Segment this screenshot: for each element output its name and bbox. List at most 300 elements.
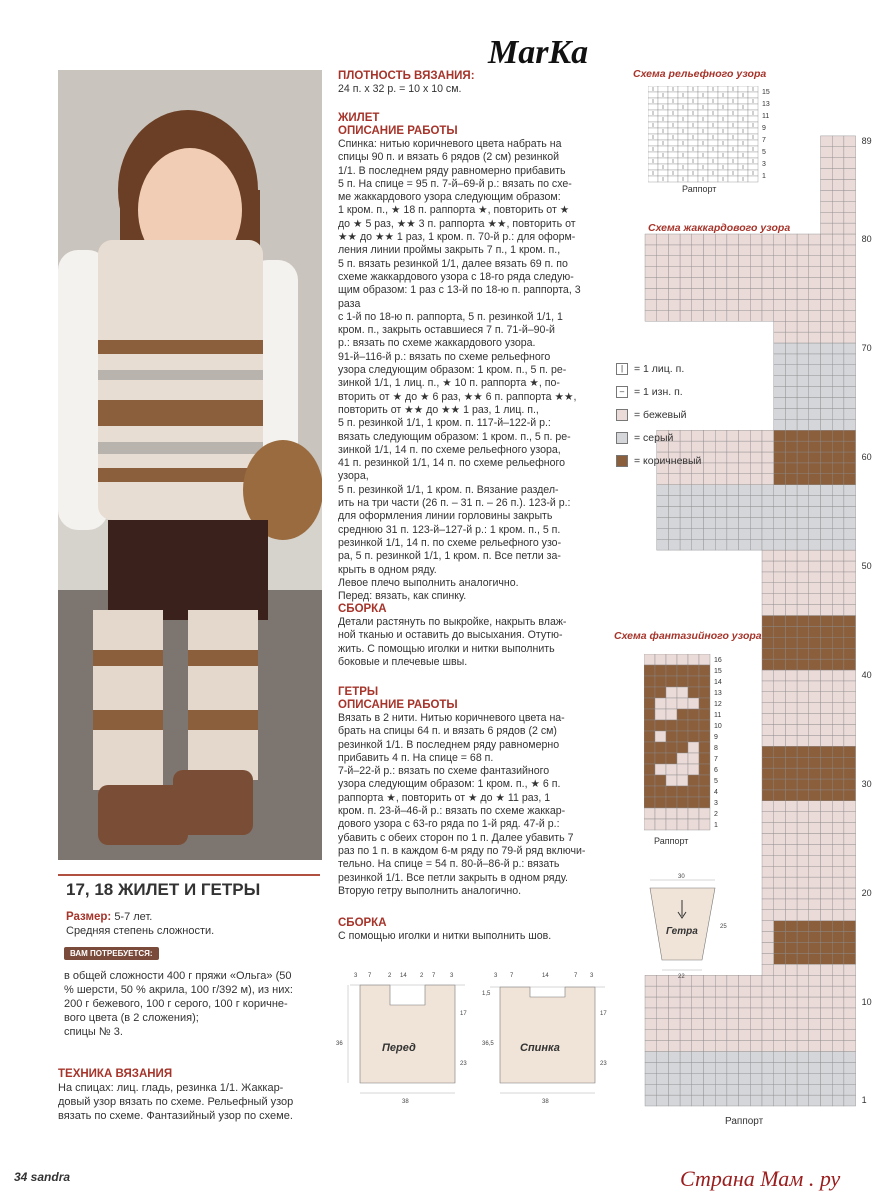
jacquard-cell bbox=[750, 1073, 762, 1084]
jacquard-cell bbox=[797, 932, 809, 943]
jacquard-cell bbox=[832, 1084, 844, 1095]
jacquard-cell bbox=[657, 1019, 669, 1030]
vest-text-line: 91-й–116-й р.: вязать по схеме рельефного bbox=[338, 350, 551, 363]
jacquard-cell bbox=[821, 768, 833, 779]
jacquard-cell bbox=[692, 1052, 704, 1063]
jacquard-cell bbox=[809, 834, 821, 845]
front-pattern bbox=[336, 973, 467, 1105]
jacquard-cell bbox=[750, 234, 762, 245]
jacquard-cell bbox=[750, 517, 762, 528]
jacquard-cell bbox=[750, 474, 762, 485]
back-dim-8: 23 bbox=[600, 1061, 607, 1067]
fantasy-cell bbox=[688, 731, 699, 742]
jacquard-cell bbox=[785, 768, 797, 779]
jacquard-cell bbox=[797, 528, 809, 539]
jacquard-cell bbox=[739, 234, 751, 245]
jacquard-cell bbox=[657, 485, 669, 496]
jacquard-cell bbox=[715, 1041, 727, 1052]
fantasy-cell bbox=[644, 698, 655, 709]
jacquard-cell bbox=[832, 703, 844, 714]
vest-text-line: повторить от ★★ до ★★ 1 раз, 1 лиц. п., bbox=[338, 403, 539, 416]
jacquard-cell bbox=[809, 430, 821, 441]
assembly-section-vest bbox=[338, 603, 598, 669]
fantasy-cell bbox=[655, 709, 666, 720]
jacquard-cell bbox=[762, 605, 774, 616]
jacquard-cell bbox=[821, 997, 833, 1008]
jacquard-cell bbox=[821, 659, 833, 670]
fantasy-cell bbox=[699, 698, 710, 709]
jacquard-cell bbox=[821, 888, 833, 899]
jacquard-cell bbox=[762, 1062, 774, 1073]
jacquard-cell bbox=[692, 528, 704, 539]
fantasy-cell bbox=[677, 720, 688, 731]
jacquard-cell bbox=[844, 768, 856, 779]
jacquard-cell bbox=[704, 507, 716, 518]
jacquard-cell bbox=[785, 332, 797, 343]
jacquard-cell bbox=[785, 234, 797, 245]
jacquard-cell bbox=[739, 485, 751, 496]
jacquard-cell bbox=[832, 267, 844, 278]
jacquard-cell bbox=[832, 910, 844, 921]
jacquard-cell bbox=[821, 1019, 833, 1030]
jacquard-cell bbox=[785, 975, 797, 986]
jacquard-cell bbox=[809, 299, 821, 310]
jacquard-cell bbox=[739, 1052, 751, 1063]
jacquard-cell bbox=[832, 419, 844, 430]
jacquard-cell bbox=[809, 986, 821, 997]
jacquard-cell bbox=[785, 1030, 797, 1041]
jacquard-cell bbox=[797, 1052, 809, 1063]
jacquard-cell bbox=[832, 1019, 844, 1030]
jacquard-cell bbox=[704, 1019, 716, 1030]
jacquard-cell bbox=[774, 1030, 786, 1041]
jacquard-cell bbox=[785, 943, 797, 954]
technique-text-line: довый узор вязать по схеме. Рельефный узор bbox=[58, 1096, 294, 1108]
jacquard-cell bbox=[715, 1073, 727, 1084]
jacquard-cell bbox=[750, 975, 762, 986]
jacquard-cell bbox=[668, 256, 680, 267]
needs-text-line: в общей сложности 400 г пряжи «Ольга» (50 bbox=[64, 970, 292, 982]
vest-text bbox=[338, 138, 598, 603]
jacquard-cell bbox=[797, 681, 809, 692]
jacquard-cell bbox=[785, 659, 797, 670]
jacquard-cell bbox=[762, 986, 774, 997]
jacquard-cell bbox=[762, 299, 774, 310]
jacquard-cell bbox=[797, 376, 809, 387]
jacquard-cell bbox=[774, 659, 786, 670]
jacquard-cell bbox=[844, 419, 856, 430]
jacquard-cell bbox=[797, 812, 809, 823]
jacquard-cell bbox=[785, 953, 797, 964]
jacquard-cell bbox=[704, 1062, 716, 1073]
jacquard-cell bbox=[809, 1030, 821, 1041]
jacquard-cell bbox=[750, 299, 762, 310]
jacquard-cell bbox=[774, 943, 786, 954]
jacquard-cell bbox=[821, 801, 833, 812]
jacquard-cell bbox=[797, 419, 809, 430]
jacquard-cell bbox=[809, 605, 821, 616]
jacquard-cell bbox=[797, 256, 809, 267]
jacquard-cell bbox=[809, 855, 821, 866]
front-label: Перед bbox=[382, 1042, 416, 1054]
jacquard-cell bbox=[680, 256, 692, 267]
jacquard-cell bbox=[844, 1041, 856, 1052]
jacquard-cell bbox=[657, 507, 669, 518]
jacquard-cell bbox=[762, 267, 774, 278]
jacquard-cell bbox=[739, 539, 751, 550]
jacquard-cell bbox=[832, 1008, 844, 1019]
jacquard-cell bbox=[715, 1030, 727, 1041]
jacquard-cell bbox=[821, 256, 833, 267]
jacquard-cell bbox=[797, 550, 809, 561]
jacquard-cell bbox=[692, 496, 704, 507]
jacquard-cell bbox=[785, 583, 797, 594]
jacquard-cell bbox=[797, 408, 809, 419]
jacquard-cell bbox=[809, 496, 821, 507]
vest-text-line: спицы 90 п. и вязать 6 рядов (2 см) резинкой bbox=[338, 151, 560, 164]
fantasy-row-label: 1 bbox=[714, 822, 718, 829]
jacquard-cell bbox=[821, 844, 833, 855]
jacquard-cell bbox=[785, 299, 797, 310]
jacquard-cell bbox=[657, 256, 669, 267]
jacquard-cell bbox=[762, 725, 774, 736]
jacquard-cell bbox=[821, 245, 833, 256]
fantasy-row-label: 6 bbox=[714, 767, 718, 774]
jacquard-cell bbox=[821, 550, 833, 561]
fantasy-cell bbox=[655, 775, 666, 786]
fantasy-cell bbox=[699, 775, 710, 786]
difficulty: Средняя степень сложности. bbox=[66, 925, 215, 937]
back-dim-1: 7 bbox=[510, 973, 514, 979]
jacquard-cell bbox=[704, 539, 716, 550]
jacquard-cell bbox=[797, 626, 809, 637]
jacquard-cell bbox=[762, 964, 774, 975]
jacquard-cell bbox=[832, 801, 844, 812]
jacquard-cell bbox=[715, 1084, 727, 1095]
jacquard-cell bbox=[680, 1084, 692, 1095]
jacquard-cell bbox=[668, 1030, 680, 1041]
jacquard-cell bbox=[821, 605, 833, 616]
legend-item bbox=[616, 454, 746, 468]
jacquard-cell bbox=[821, 278, 833, 289]
jacquard-cell bbox=[645, 997, 657, 1008]
jacquard-cell bbox=[692, 997, 704, 1008]
fantasy-cell bbox=[655, 687, 666, 698]
jacquard-cell bbox=[844, 539, 856, 550]
jacquard-cell bbox=[715, 310, 727, 321]
jacquard-cell bbox=[785, 1041, 797, 1052]
fantasy-cell bbox=[688, 654, 699, 665]
jacquard-cell bbox=[657, 1062, 669, 1073]
jacquard-cell bbox=[797, 430, 809, 441]
jacquard-cell bbox=[809, 561, 821, 572]
jacquard-cell bbox=[762, 659, 774, 670]
jacquard-cell bbox=[645, 1052, 657, 1063]
fantasy-cell bbox=[655, 698, 666, 709]
assembly-text-line: Детали растянуть по выкройке, накрыть влаж- bbox=[338, 616, 567, 628]
jacquard-cell bbox=[692, 267, 704, 278]
jacquard-cell bbox=[844, 180, 856, 191]
jacquard-cell bbox=[785, 572, 797, 583]
jacquard-cell bbox=[762, 943, 774, 954]
assembly-heading: СБОРКА bbox=[338, 603, 387, 615]
jacquard-cell bbox=[739, 1062, 751, 1073]
jacquard-cell bbox=[750, 463, 762, 474]
jacquard-cell bbox=[715, 267, 727, 278]
jacquard-cell bbox=[821, 528, 833, 539]
jacquard-cell bbox=[821, 1062, 833, 1073]
size-line bbox=[66, 910, 320, 924]
jacquard-cell bbox=[797, 321, 809, 332]
jacquard-cell bbox=[832, 1030, 844, 1041]
jacquard-cell bbox=[680, 245, 692, 256]
jacquard-cell bbox=[809, 474, 821, 485]
jacquard-cell bbox=[797, 725, 809, 736]
jacquard-cell bbox=[657, 310, 669, 321]
jacquard-cell bbox=[821, 147, 833, 158]
jacquard-cell bbox=[844, 1084, 856, 1095]
jacquard-cell bbox=[821, 452, 833, 463]
jacquard-row-label: 60 bbox=[861, 452, 872, 462]
jacquard-cell bbox=[785, 343, 797, 354]
jacquard-cell bbox=[762, 289, 774, 300]
legend-item bbox=[616, 408, 746, 422]
jacquard-cell bbox=[762, 997, 774, 1008]
vest-text-line: крыть в одном ряду. bbox=[338, 563, 437, 576]
jacquard-cell bbox=[774, 746, 786, 757]
jacquard-cell bbox=[821, 1008, 833, 1019]
jacquard-cell bbox=[762, 256, 774, 267]
pattern-pieces bbox=[330, 965, 630, 1130]
jacquard-cell bbox=[727, 1041, 739, 1052]
fantasy-cell bbox=[666, 742, 677, 753]
jacquard-cell bbox=[809, 441, 821, 452]
jacquard-cell bbox=[668, 1073, 680, 1084]
jacquard-cell bbox=[774, 757, 786, 768]
jacquard-cell bbox=[750, 507, 762, 518]
jacquard-cell bbox=[832, 964, 844, 975]
jacquard-cell bbox=[844, 757, 856, 768]
back-dim-6: 17 bbox=[600, 1011, 607, 1017]
jacquard-cell bbox=[739, 256, 751, 267]
jacquard-cell bbox=[704, 267, 716, 278]
fantasy-cell bbox=[677, 687, 688, 698]
jacquard-cell bbox=[832, 201, 844, 212]
fantasy-cell bbox=[699, 654, 710, 665]
vest-text-line: узора следующим образом: 1 кром. п., 5 п. ре- bbox=[338, 364, 567, 377]
fantasy-cell bbox=[655, 764, 666, 775]
jacquard-cell bbox=[821, 703, 833, 714]
jacquard-cell bbox=[657, 289, 669, 300]
jacquard-cell bbox=[668, 539, 680, 550]
jacquard-cell bbox=[774, 572, 786, 583]
jacquard-cell bbox=[844, 943, 856, 954]
jacquard-cell bbox=[797, 572, 809, 583]
jacquard-cell bbox=[844, 136, 856, 147]
jacquard-cell bbox=[657, 528, 669, 539]
relief-row-label: 5 bbox=[762, 149, 766, 156]
jacquard-cell bbox=[774, 561, 786, 572]
jacquard-cell bbox=[809, 681, 821, 692]
jacquard-cell bbox=[774, 594, 786, 605]
jacquard-cell bbox=[785, 801, 797, 812]
gaiters-text-line: раппорта ★, повторить от ★ до ★ 11 раз, 1 bbox=[338, 791, 551, 804]
jacquard-cell bbox=[727, 517, 739, 528]
jacquard-cell bbox=[785, 496, 797, 507]
jacquard-cell bbox=[797, 234, 809, 245]
fantasy-chart-title: Схема фантазийного узора bbox=[614, 630, 762, 642]
jacquard-cell bbox=[832, 474, 844, 485]
jacquard-cell bbox=[809, 790, 821, 801]
jacquard-cell bbox=[821, 616, 833, 627]
jacquard-cell bbox=[832, 877, 844, 888]
jacquard-cell bbox=[645, 1084, 657, 1095]
jacquard-cell bbox=[785, 910, 797, 921]
jacquard-cell bbox=[785, 725, 797, 736]
jacquard-cell bbox=[844, 844, 856, 855]
jacquard-cell bbox=[821, 539, 833, 550]
needs-text-line: вого цвета (в 2 сложения); bbox=[64, 1012, 199, 1024]
jacquard-cell bbox=[832, 823, 844, 834]
gaiter-label: Гетра bbox=[666, 926, 698, 937]
jacquard-cell bbox=[797, 648, 809, 659]
jacquard-cell bbox=[727, 539, 739, 550]
needs-text-line: % шерсти, 50 % акрила, 100 г/392 м), из них: bbox=[64, 984, 293, 996]
jacquard-cell bbox=[809, 419, 821, 430]
jacquard-cell bbox=[821, 1073, 833, 1084]
jacquard-cell bbox=[750, 1052, 762, 1063]
fantasy-cell bbox=[666, 764, 677, 775]
jacquard-cell bbox=[832, 190, 844, 201]
jacquard-cell bbox=[844, 321, 856, 332]
jacquard-cell bbox=[704, 256, 716, 267]
gaiters-subheading: ОПИСАНИЕ РАБОТЫ bbox=[338, 699, 458, 711]
jacquard-cell bbox=[762, 245, 774, 256]
jacquard-cell bbox=[762, 975, 774, 986]
vest-text-line: 5 п. резинкой 1/1, 1 кром. п. Вязание раздел- bbox=[338, 483, 559, 496]
jacquard-cell bbox=[704, 1030, 716, 1041]
fantasy-row-label: 5 bbox=[714, 778, 718, 785]
jacquard-cell bbox=[762, 507, 774, 518]
fantasy-cell bbox=[655, 819, 666, 830]
jacquard-cell bbox=[797, 267, 809, 278]
jacquard-cell bbox=[844, 735, 856, 746]
jacquard-cell bbox=[645, 1095, 657, 1106]
jacquard-cell bbox=[774, 1008, 786, 1019]
fantasy-cell bbox=[699, 709, 710, 720]
jacquard-cell bbox=[809, 234, 821, 245]
jacquard-cell bbox=[809, 953, 821, 964]
jacquard-cell bbox=[785, 855, 797, 866]
jacquard-cell bbox=[821, 932, 833, 943]
vest-text-line: зинкой 1/1, 14 п. по схеме рельефного узора, bbox=[338, 443, 561, 456]
jacquard-cell bbox=[680, 1062, 692, 1073]
jacquard-cell bbox=[692, 278, 704, 289]
jacquard-cell bbox=[844, 834, 856, 845]
jacquard-cell bbox=[750, 1041, 762, 1052]
jacquard-cell bbox=[809, 812, 821, 823]
vest-text-line: 41 п. резинкой 1/1, 14 п. по схеме рельефного узора, bbox=[338, 457, 566, 483]
jacquard-cell bbox=[832, 1095, 844, 1106]
jacquard-cell bbox=[832, 1062, 844, 1073]
fantasy-cell bbox=[688, 753, 699, 764]
jacquard-cell bbox=[844, 605, 856, 616]
jacquard-cell bbox=[821, 746, 833, 757]
assembly-text-line: боковые и плечевые швы. bbox=[338, 655, 468, 668]
jacquard-cell bbox=[774, 583, 786, 594]
jacquard-cell bbox=[821, 561, 833, 572]
jacquard-cell bbox=[785, 834, 797, 845]
jacquard-cell bbox=[692, 289, 704, 300]
fantasy-cell bbox=[666, 698, 677, 709]
jacquard-cell bbox=[809, 844, 821, 855]
fantasy-cell bbox=[688, 786, 699, 797]
jacquard-cell bbox=[797, 975, 809, 986]
jacquard-cell bbox=[809, 408, 821, 419]
relief-row-label: 1 bbox=[762, 173, 766, 180]
watermark: Страна Мам . ру bbox=[680, 1166, 841, 1191]
jacquard-cell bbox=[785, 616, 797, 627]
jacquard-cell bbox=[692, 1073, 704, 1084]
jacquard-cell bbox=[832, 768, 844, 779]
jacquard-cell bbox=[762, 703, 774, 714]
jacquard-cell bbox=[832, 626, 844, 637]
photo-girl-in-vest bbox=[58, 70, 322, 860]
fantasy-cell bbox=[655, 731, 666, 742]
jacquard-cell bbox=[832, 343, 844, 354]
fantasy-cell bbox=[699, 753, 710, 764]
jacquard-cell bbox=[750, 997, 762, 1008]
jacquard-cell bbox=[809, 594, 821, 605]
jacquard-cell bbox=[727, 1008, 739, 1019]
jacquard-cell bbox=[774, 725, 786, 736]
jacquard-cell bbox=[645, 986, 657, 997]
jacquard-cell bbox=[774, 637, 786, 648]
jacquard-cell bbox=[657, 1095, 669, 1106]
jacquard-cell bbox=[762, 844, 774, 855]
jacquard-cell bbox=[704, 1084, 716, 1095]
jacquard-cell bbox=[739, 278, 751, 289]
jacquard-cell bbox=[821, 321, 833, 332]
jacquard-cell bbox=[762, 452, 774, 463]
jacquard-cell bbox=[809, 964, 821, 975]
technique-heading: ТЕХНИКА ВЯЗАНИЯ bbox=[58, 1068, 173, 1080]
jacquard-cell bbox=[774, 474, 786, 485]
jacquard-cell bbox=[680, 496, 692, 507]
vest-text-line: с 1-й по 18-ю п. раппорта, 5 п. резинкой 1/1, 1 bbox=[338, 310, 563, 323]
jacquard-cell bbox=[727, 496, 739, 507]
jacquard-cell bbox=[715, 1095, 727, 1106]
jacquard-cell bbox=[797, 790, 809, 801]
jacquard-cell bbox=[785, 441, 797, 452]
jacquard-cell bbox=[657, 1030, 669, 1041]
legend-swatch bbox=[616, 409, 628, 421]
jacquard-cell bbox=[821, 474, 833, 485]
jacquard-cell bbox=[762, 310, 774, 321]
fantasy-cell bbox=[644, 764, 655, 775]
jacquard-cell bbox=[739, 245, 751, 256]
jacquard-cell bbox=[832, 834, 844, 845]
jacquard-cell bbox=[821, 855, 833, 866]
fantasy-cell bbox=[666, 676, 677, 687]
jacquard-cell bbox=[832, 310, 844, 321]
jacquard-cell bbox=[692, 1030, 704, 1041]
jacquard-cell bbox=[645, 267, 657, 278]
jacquard-cell bbox=[657, 539, 669, 550]
jacquard-cell bbox=[774, 387, 786, 398]
jacquard-cell bbox=[645, 256, 657, 267]
jacquard-cell bbox=[715, 1062, 727, 1073]
